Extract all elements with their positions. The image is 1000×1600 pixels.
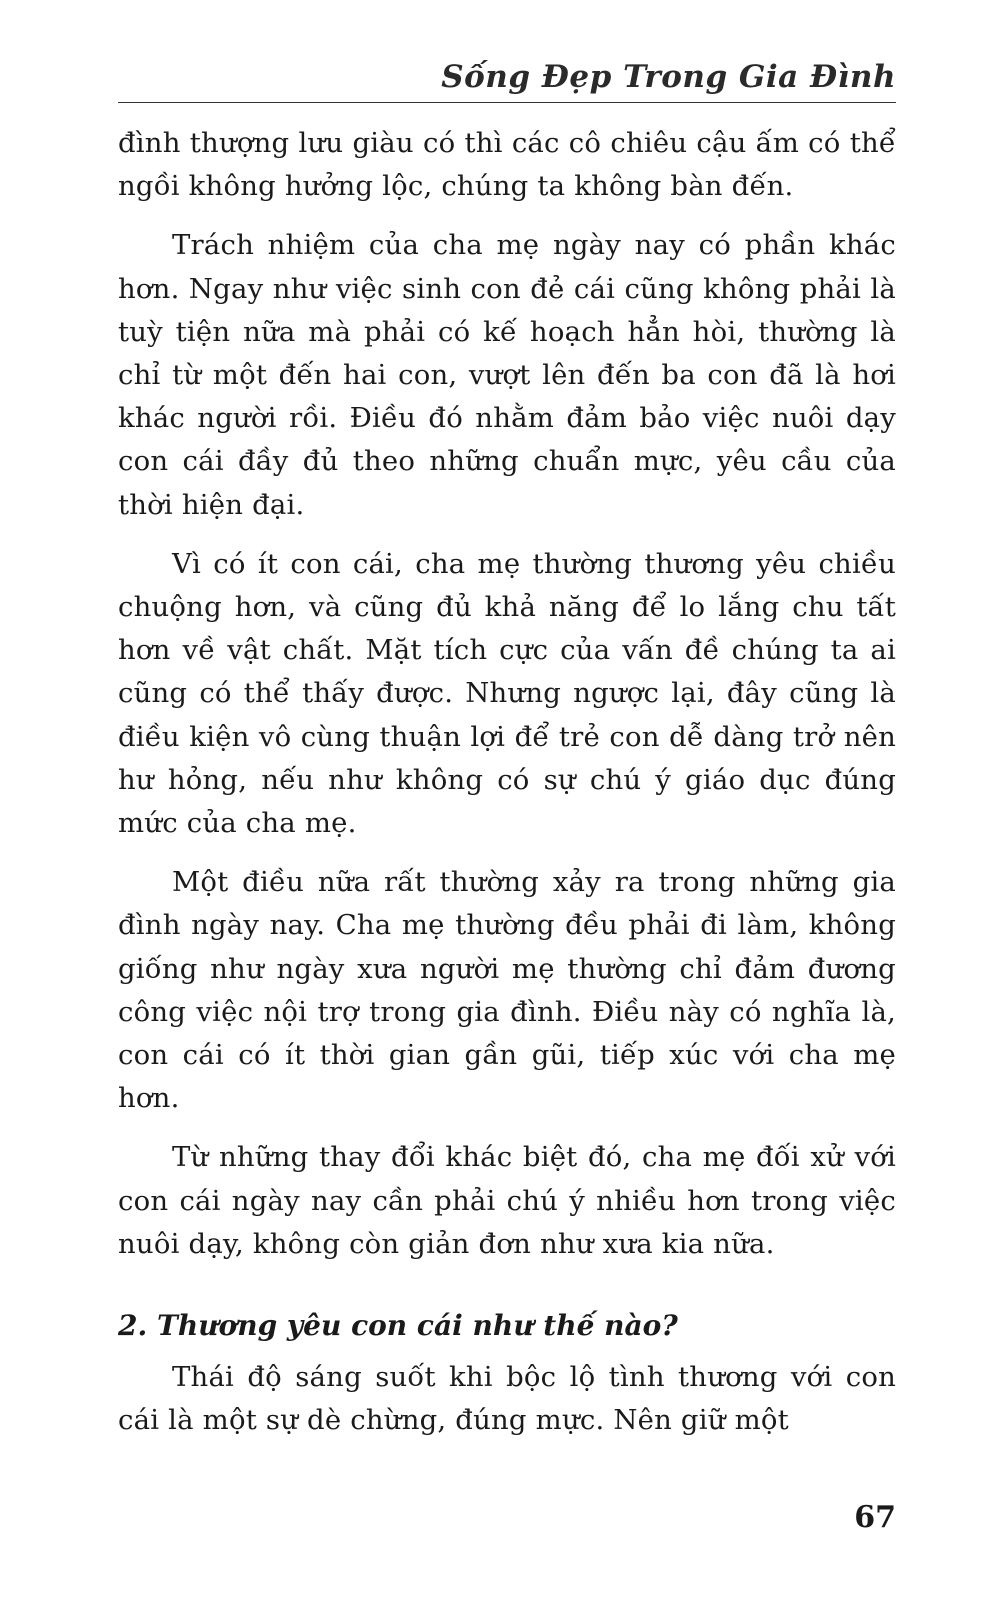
paragraph-continued: đình thượng lưu giàu có thì các cô chiêu cậu ấm có thể ngồi không hưởng lộc, chúng ta không bàn đến. (118, 127, 896, 203)
paragraph: Trách nhiệm của cha mẹ ngày nay có phần khác hơn. Ngay như việc sinh con đẻ cái cũng không phải là tuỳ tiện nữa mà phải có kế hoạch hẳn hòi, thường là chỉ từ một đến hai con, vượt lên đến ba con đã là hơi khác người rồi. Điều đó nhằm đảm bảo việc nuôi dạy con cái đầy đủ theo những chuẩn mực, yêu cầu của thời hiện đại. (118, 229, 896, 521)
body-text (118, 122, 896, 1458)
running-title: Sống Đẹp Trong Gia Đình (441, 59, 896, 95)
section-paragraph: Thái độ sáng suốt khi bộc lộ tình thương với con cái là một sự dè chừng, đúng mực. Nên giữ một (118, 1361, 896, 1437)
paragraph: Từ những thay đổi khác biệt đó, cha mẹ đối xử với con cái ngày nay cần phải chú ý nhiều hơn trong việc nuôi dạy, không còn giản đơn như xưa kia nữa. (118, 1141, 896, 1260)
section-heading: 2. Thương yêu con cái như thế nào? (118, 1309, 678, 1343)
page-number: 67 (854, 1500, 896, 1535)
paragraph: Vì có ít con cái, cha mẹ thường thương yêu chiều chuộng hơn, và cũng đủ khả năng để lo lắng chu tất hơn về vật chất. Mặt tích cực của vấn đề chúng ta ai cũng có thể thấy được. Nhưng ngược lại, đây cũng là điều kiện vô cùng thuận lợi để trẻ con dễ dàng trở nên hư hỏng, nếu như không có sự chú ý giáo dục đúng mức của cha mẹ. (118, 547, 896, 840)
paragraph: Một điều nữa rất thường xảy ra trong những gia đình ngày nay. Cha mẹ thường đều phải đi làm, không giống như ngày xưa người mẹ thường chỉ đảm đương công việc nội trợ trong gia đình. Điều này có nghĩa là, con cái có ít thời gian gần gũi, tiếp xúc với cha mẹ hơn. (118, 866, 896, 1115)
running-header (118, 52, 896, 103)
